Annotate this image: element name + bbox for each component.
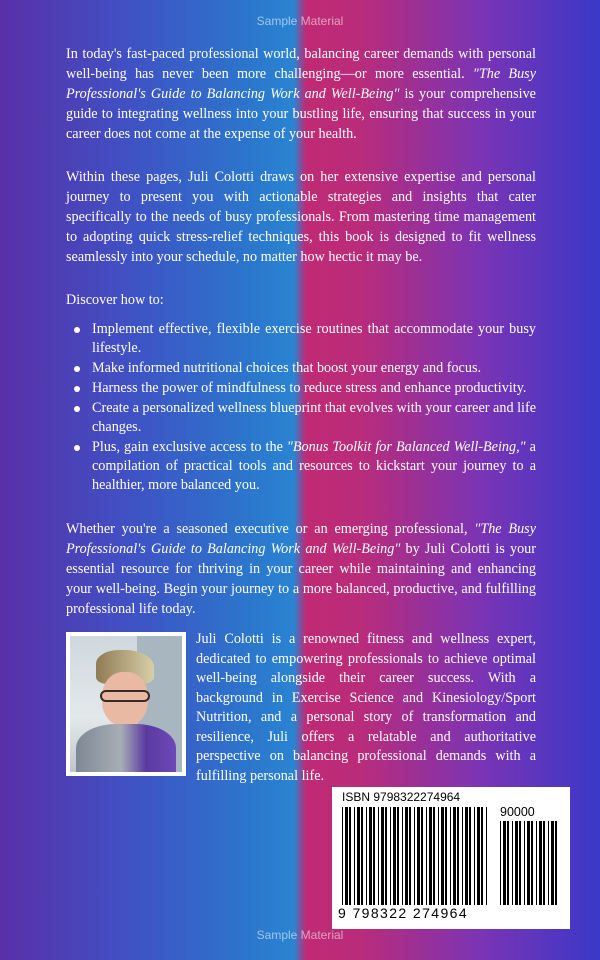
bullet-dot-icon: [74, 406, 80, 412]
list-item: Create a personalized wellness blueprint that evolves with your career and life changes.: [66, 399, 536, 437]
watermark-bottom: Sample Material: [256, 928, 344, 942]
addon-barcode-bars: [500, 821, 560, 905]
watermark-top: Sample Material: [256, 14, 344, 28]
author-bio: Juli Colotti is a renowned fitness and wellness expert, dedicated to empowering professionals to achieve optimal well-being alongside their career success. With a background in Exercise Science and Kinesiology/Sport Nutrition, and a personal story of transformation and resilience, Juli offers a relatable and authoritative perspective on balancing professional demands with a fulfilling personal life.: [196, 631, 536, 784]
isbn-label: ISBN 9798322274964: [342, 790, 461, 804]
back-cover-text: [66, 44, 536, 642]
benefit-list: [66, 320, 536, 495]
glasses-shape: [100, 690, 150, 702]
book-title-emphasis: "The Busy Professional's Guide to Balancing Work and Well-Being": [66, 521, 536, 557]
intro-paragraph-1: In today's fast-paced professional world, balancing career demands with personal well-being has never been more challenging—or more essential. "The Busy Professional's Guide to Balancing Work and Well-Being" is your comprehensive guide to integrating wellness into your bustling life, ensuring that success in your career does not come at the expense of your health.: [66, 46, 536, 142]
bullet-dot-icon: [74, 327, 80, 333]
bullet-dot-icon: [74, 445, 80, 451]
closing-paragraph: Whether you're a seasoned executive or an emerging professional, "The Busy Professional's Guide to Balancing Work and Well-Being" by Juli Colotti is your essential resource for thriving in your career while maintaining and enhancing your well-being. Begin your journey to a more balanced, productive, and fulfilling professional life today.: [66, 521, 536, 617]
isbn-barcode: [332, 787, 570, 929]
list-item: Harness the power of mindfulness to reduce stress and enhance productivity.: [66, 379, 536, 398]
book-title-emphasis: "The Busy Professional's Guide to Balancing Work and Well-Being": [66, 66, 536, 102]
barcode-digits: 9 798322 274964: [338, 905, 468, 921]
barcode-bars: [342, 807, 490, 905]
bullet-dot-icon: [74, 366, 80, 372]
list-item: Implement effective, flexible exercise routines that accommodate your busy lifestyle.: [66, 320, 536, 358]
discover-heading: Discover how to:: [66, 292, 164, 308]
bullet-dot-icon: [74, 386, 80, 392]
price-code: 90000: [500, 805, 535, 819]
intro-paragraph-2: Within these pages, Juli Colotti draws on her extensive expertise and personal journey to present you with actionable strategies and insights that cater specifically to the needs of busy professionals. From mastering time management to adopting quick stress-relief techniques, this book is designed to fit wellness seamlessly into your schedule, no matter how hectic it may be.: [66, 169, 536, 265]
list-item: Make informed nutritional choices that boost your energy and focus.: [66, 359, 536, 378]
list-item: Plus, gain exclusive access to the "Bonus Toolkit for Balanced Well-Being," a compilation of practical tools and resources to kickstart your journey to a healthier, more balanced you.: [66, 438, 536, 495]
bonus-title-emphasis: "Bonus Toolkit for Balanced Well-Being,": [286, 439, 526, 455]
author-photo: [66, 632, 186, 776]
